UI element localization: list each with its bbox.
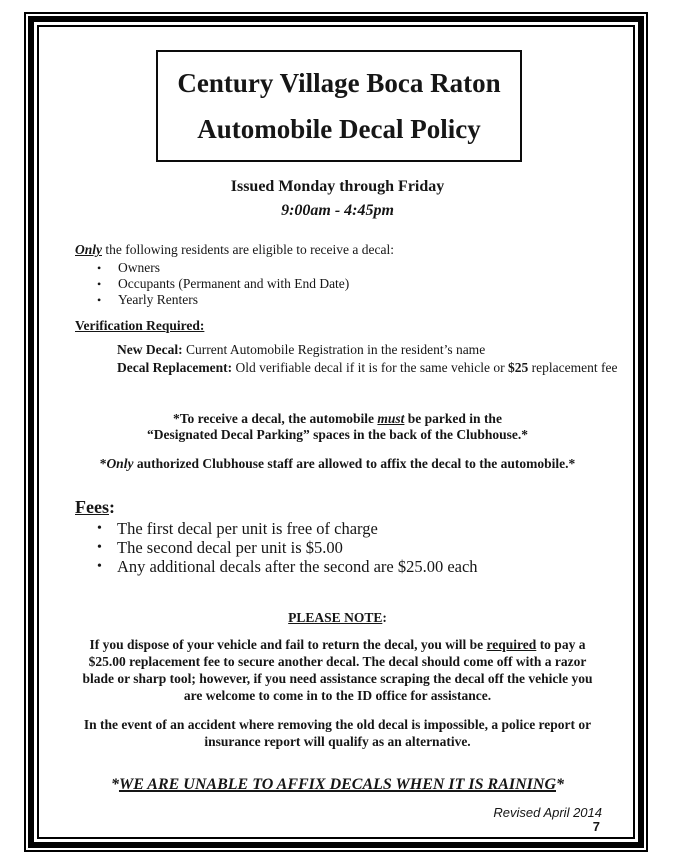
note1-line3: blade or sharp tool; however, if you need assistance scraping the decal off the vehicle you	[82, 671, 593, 686]
please-note-paragraph-1	[0, 636, 675, 704]
note2-line1: In the event of an accident where removing the old decal is impossible, a police report or	[83, 717, 592, 732]
eligibility-lead	[75, 242, 394, 258]
fees-heading-colon: :	[108, 497, 115, 517]
parking-note-emphasis: must	[377, 411, 405, 426]
issued-days-line: Issued Monday through Friday	[230, 178, 445, 195]
replacement-text-post: replacement fee	[528, 360, 618, 375]
staff-only-note	[0, 456, 675, 472]
raining-notice	[0, 776, 675, 794]
eligibility-item-occupants: Occupants (Permanent and with End Date)	[118, 276, 350, 291]
verification-heading-text: Verification Required:	[75, 318, 205, 333]
note2-line2: insurance report will qualify as an alternative.	[204, 734, 471, 749]
eligibility-item-owners: Owners	[118, 260, 160, 275]
fees-item-additional: Any additional decals after the second are $25.00 each	[117, 557, 478, 576]
list-item	[97, 519, 478, 538]
note1-line1-post: to pay a	[536, 637, 586, 652]
bullet-icon: •	[97, 261, 102, 275]
fees-heading-text: Fees	[75, 497, 109, 517]
bullet-icon: •	[97, 521, 102, 536]
note1-line1	[0, 636, 675, 653]
bullet-icon: •	[97, 559, 102, 574]
list-item	[97, 260, 349, 276]
fees-item-second: The second decal per unit is $5.00	[117, 538, 343, 557]
replacement-text-pre: Old verifiable decal if it is for the same vehicle or	[232, 360, 508, 375]
replacement-label: Decal Replacement:	[117, 360, 233, 375]
fees-heading	[75, 497, 115, 518]
fees-item-first: The first decal per unit is free of charge	[117, 519, 378, 538]
title-box	[156, 50, 522, 162]
parking-note-line2: “Designated Decal Parking” spaces in the back of the Clubhouse.*	[146, 426, 529, 442]
new-decal-text: Current Automobile Registration in the resident’s name	[182, 342, 486, 357]
issued-hours-line: 9:00am - 4:45pm	[281, 202, 394, 219]
parking-requirement-note	[0, 411, 675, 442]
eligibility-lead-text: the following residents are eligible to receive a decal:	[102, 242, 395, 257]
page-number: 7	[592, 819, 600, 834]
note1-line2: $25.00 replacement fee to secure another decal. The decal should come off with a razor	[88, 654, 587, 669]
parking-note-pre: *To receive a decal, the automobile	[173, 411, 378, 426]
verification-row-new-decal	[117, 341, 617, 359]
eligibility-lead-emphasis: Only	[75, 242, 102, 257]
staff-note-emphasis: Only	[106, 456, 134, 471]
raining-asterisk-right: *	[556, 776, 564, 793]
staff-note-text: authorized Clubhouse staff are allowed to affix the decal to the automobile.*	[133, 456, 576, 471]
eligibility-item-renters: Yearly Renters	[118, 292, 198, 307]
list-item	[97, 292, 349, 308]
new-decal-label: New Decal:	[117, 342, 183, 357]
note1-line4: are welcome to come in to the ID office for assistance.	[183, 688, 492, 703]
raining-asterisk-left: *	[110, 776, 119, 793]
verification-details	[117, 341, 617, 377]
list-item	[97, 538, 478, 557]
bullet-icon: •	[97, 540, 102, 555]
revised-date: Revised April 2014	[493, 805, 602, 820]
eligibility-list	[97, 260, 349, 308]
parking-note-line1	[0, 411, 675, 427]
please-note-heading-colon: :	[382, 610, 387, 625]
list-item	[97, 557, 478, 576]
note1-line1-underlined: required	[486, 637, 537, 652]
document-title-line1: Century Village Boca Raton	[177, 68, 501, 98]
verification-row-replacement	[117, 359, 617, 377]
document-title-line2: Automobile Decal Policy	[197, 114, 481, 144]
fees-list	[97, 519, 478, 576]
bullet-icon: •	[97, 293, 102, 307]
replacement-fee: $25	[508, 360, 529, 375]
staff-note-asterisk: *	[99, 456, 107, 471]
please-note-heading	[0, 610, 675, 626]
parking-note-post: be parked in the	[404, 411, 502, 426]
verification-heading	[75, 318, 204, 334]
bullet-icon: •	[97, 277, 102, 291]
list-item	[97, 276, 349, 292]
please-note-heading-text: PLEASE NOTE	[288, 610, 383, 625]
raining-notice-text: WE ARE UNABLE TO AFFIX DECALS WHEN IT IS RAINING	[118, 776, 556, 793]
please-note-paragraph-2	[0, 716, 675, 750]
note1-line1-pre: If you dispose of your vehicle and fail to return the decal, you will be	[89, 637, 487, 652]
